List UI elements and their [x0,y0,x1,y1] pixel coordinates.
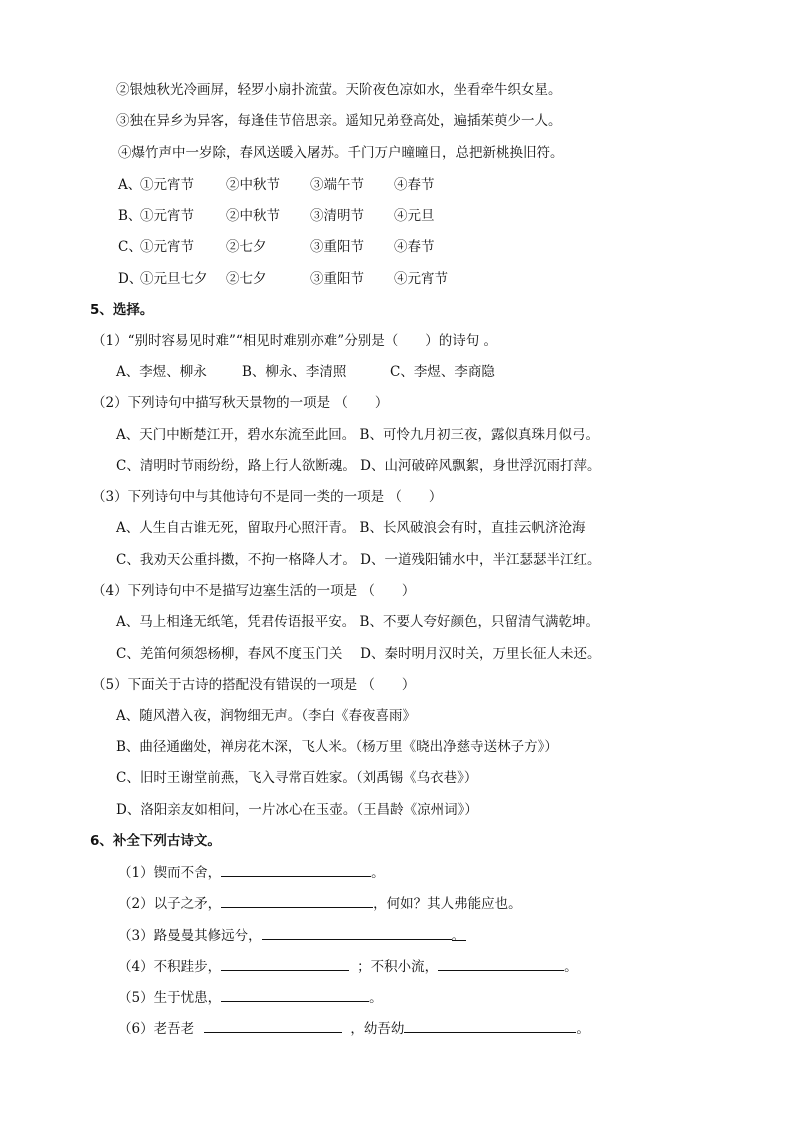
q4-option-c: C、①元宵节 ②七夕 ③重阳节 ④春节 [118,239,435,255]
answer-blank[interactable] [204,1018,342,1033]
q5-sub2-line1: A、天门中断楚江开，碧水东流至此回。 B、可怜九月初三夜，露似真珠月似弓。 [116,427,599,443]
answer-blank[interactable] [221,893,373,908]
q5-sub4-line1: A、马上相逢无纸笔，凭君传语报平安。 B、不要人夸好颜色，只留清气满乾坤。 [116,614,599,630]
q5-sub3-line1: A、人生自古谁无死，留取丹心照汗青。 B、长风破浪会有时，直挂云帆济沧海 [116,520,586,536]
poem-line-2: ②银烛秋光冷画屏，轻罗小扇扑流萤。天阶夜色凉如水，坐看牵牛织女星。 [116,82,562,98]
q5-sub4-stem: （4）下列诗句中不是描写边塞生活的一项是 （ ） [92,583,416,599]
q4-option-b: B、①元宵节 ②中秋节 ③清明节 ④元旦 [118,208,435,224]
poem-line-3: ③独在异乡为异客，每逢佳节倍思亲。遥知兄弟登高处，遍插茱萸少一人。 [116,113,562,129]
q4-option-d: D、①元旦七夕 ②七夕 ③重阳节 ④元宵节 [118,271,448,287]
q6-item-3: （3）路曼曼其修远兮， 。 [118,925,466,946]
q5-sub5-option-a: A、随风潜入夜，润物细无声。（李白《春夜喜雨》 [116,708,416,724]
q5-sub1-options: A、李煜、柳永 B、柳永、李清照 C、李煜、李商隐 [116,364,495,380]
q5-sub2-stem: （2）下列诗句中描写秋天景物的一项是 （ ） [92,395,389,411]
q5-sub3-line2: C、我劝天公重抖擞，不拘一格降人才。 D、一道残阳铺水中，半江瑟瑟半江红。 [116,552,601,568]
q5-sub5-option-c: C、旧时王谢堂前燕，飞入寻常百姓家。（刘禹锡《乌衣巷》） [116,770,478,786]
q6-heading: 6、补全下列古诗文。 [90,833,221,849]
poem-line-4: ④爆竹声中一岁除，春风送暖入屠苏。千门万户曈曈日，总把新桃换旧符。 [118,145,564,161]
q5-sub3-stem: （3）下列诗句中与其他诗句不是同一类的一项是 （ ） [92,489,443,505]
answer-blank[interactable] [262,925,452,940]
q5-sub5-stem: （5）下面关于古诗的搭配没有错误的一项是 （ ） [92,677,416,693]
answer-blank[interactable] [404,1018,576,1033]
q5-sub2-line2: C、清明时节雨纷纷，路上行人欲断魂。 D、山河破碎风飘絮，身世浮沉雨打萍。 [116,458,601,474]
q6-item-4: （4）不积跬步， ；不积小流， 。 [118,956,578,977]
answer-blank[interactable] [221,956,349,971]
answer-blank[interactable] [438,956,564,971]
q5-heading: 5、选择。 [90,302,154,318]
answer-blank[interactable] [221,987,369,1002]
q6-item-1: （1）锲而不舍， 。 [118,862,385,883]
q5-sub1-stem: （1）“别时容易见时难”“相见时难别亦难”分别是（ ）的诗句 。 [92,333,497,349]
q6-item-2: （2）以子之矛， ，何如？其人弗能应也。 [118,893,522,914]
answer-blank[interactable] [221,862,371,877]
q5-sub4-line2: C、羌笛何须怨杨柳，春风不度玉门关 D、秦时明月汉时关，万里长征人未还。 [116,646,601,662]
q4-option-a: A、①元宵节 ②中秋节 ③端午节 ④春节 [118,177,435,193]
q5-sub5-option-b: B、曲径通幽处，禅房花木深，飞人米。（杨万里《晓出净慈寺送林子方》） [116,739,558,755]
q5-sub5-option-d: D、洛阳亲友如相问，一片冰心在玉壶。（王昌龄《凉州词》） [116,802,478,818]
q6-item-5: （5）生于忧患， 。 [118,987,383,1008]
q6-item-6: （6）老吾老 ，幼吾幼 。 [118,1018,590,1039]
